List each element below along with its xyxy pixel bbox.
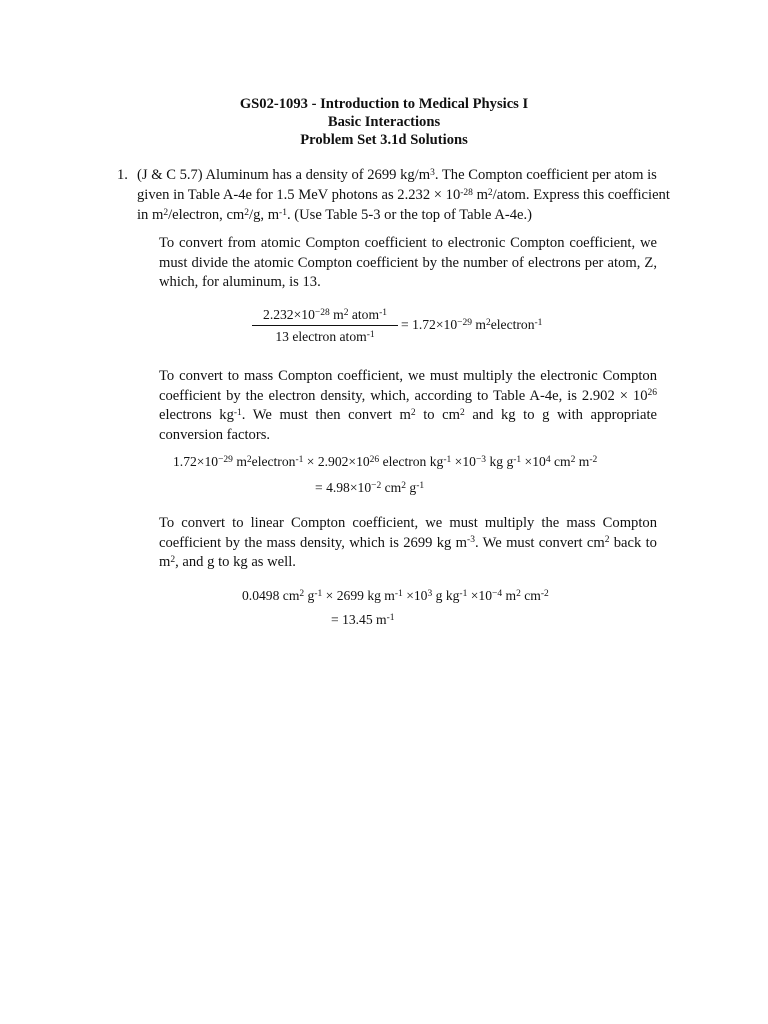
superscript: 2 bbox=[516, 588, 521, 599]
eq-term: ×10 bbox=[521, 454, 546, 469]
eq-term: m bbox=[232, 454, 247, 469]
superscript: 2 bbox=[163, 207, 169, 218]
superscript: 2 bbox=[570, 454, 576, 465]
superscript: -1 bbox=[513, 454, 522, 465]
eq-term: cm bbox=[550, 454, 571, 469]
eq-term: electron bbox=[490, 317, 535, 332]
eq-term: kg g bbox=[486, 454, 514, 469]
problem-text-part: /electron, cm bbox=[168, 207, 245, 223]
superscript: −3 bbox=[475, 454, 487, 465]
eq-term: ×10 bbox=[402, 588, 428, 603]
eq-term: m bbox=[575, 454, 590, 469]
problem-text-part: /atom. Express this coefficient in m bbox=[137, 187, 670, 223]
superscript: 3 bbox=[427, 588, 433, 599]
eq-term: × 2699 kg m bbox=[322, 588, 395, 603]
superscript: −4 bbox=[492, 588, 503, 599]
eq-term: ×10 bbox=[467, 588, 493, 603]
problem-number: 1. bbox=[117, 167, 128, 183]
superscript: -1 bbox=[443, 454, 452, 465]
eq-term: 2.232×10 bbox=[263, 307, 315, 322]
superscript: 2 bbox=[459, 407, 465, 418]
problem-text-part: m bbox=[472, 187, 488, 203]
problem-text-part: . The Compton coefficient per atom is given in Table A-4e for 1.5 MeV photons as 2.232 × 10 bbox=[137, 167, 657, 203]
superscript: −2 bbox=[371, 480, 382, 491]
fraction-denominator bbox=[252, 326, 398, 345]
eq-term: 13 electron atom bbox=[275, 329, 367, 344]
superscript: 3 bbox=[430, 167, 435, 178]
superscript: -1 bbox=[459, 588, 468, 599]
equation-linear-result bbox=[331, 612, 395, 628]
superscript: 26 bbox=[369, 454, 380, 465]
problem-text-part: . (Use Table 5-3 or the top of Table A-4e.) bbox=[286, 207, 533, 223]
eq-term: g bbox=[406, 480, 417, 495]
superscript: 2 bbox=[170, 554, 176, 565]
eq-term: ×10 bbox=[451, 454, 476, 469]
eq-term: = 4.98×10 bbox=[315, 480, 372, 495]
superscript: 2 bbox=[246, 454, 252, 465]
eq-term: m bbox=[502, 588, 517, 603]
course-title: GS02-1093 - Introduction to Medical Physics I bbox=[239, 96, 529, 112]
eq-term: g kg bbox=[432, 588, 460, 603]
problem-statement bbox=[137, 165, 677, 225]
superscript: 26 bbox=[647, 388, 657, 399]
superscript: 2 bbox=[244, 207, 250, 218]
superscript: -3 bbox=[467, 535, 475, 546]
document-header bbox=[0, 95, 768, 149]
para-text-part: . We must then convert m bbox=[241, 407, 411, 423]
superscript: -1 bbox=[295, 454, 304, 465]
para-text-part: . We must convert cm bbox=[474, 534, 605, 551]
superscript: 2 bbox=[487, 187, 493, 198]
superscript: -1 bbox=[534, 317, 543, 328]
problem-set-title: Problem Set 3.1d Solutions bbox=[300, 132, 468, 148]
para-text-part: electrons kg bbox=[159, 407, 234, 423]
para-text-part: to cm bbox=[415, 407, 460, 423]
superscript: 2 bbox=[343, 307, 349, 318]
eq-term: 0.0498 cm bbox=[242, 588, 300, 603]
eq-term: cm bbox=[381, 480, 402, 495]
superscript: -1 bbox=[379, 307, 387, 318]
solution-paragraph-electronic: To convert from atomic Compton coefficient to electronic Compton coefficient, we must divide the atomic Compton coefficient by the number of electrons per atom, Z, which, for aluminum, is 13. bbox=[159, 235, 657, 290]
fraction-numerator bbox=[252, 307, 398, 326]
equation-mass-conversion bbox=[173, 454, 597, 470]
eq-term: m bbox=[471, 317, 486, 332]
equation-mass-result bbox=[315, 480, 424, 496]
superscript: -1 bbox=[394, 588, 403, 599]
eq-term: electron kg bbox=[379, 454, 444, 469]
topic-title: Basic Interactions bbox=[327, 114, 441, 130]
superscript: −29 bbox=[457, 317, 472, 328]
eq-term: 1.72×10 bbox=[173, 454, 219, 469]
para-text-part: and kg to g with appropriate conversion factors. bbox=[159, 407, 657, 443]
problem-text-part: (J & C 5.7) Aluminum has a density of 2699 kg/m bbox=[137, 167, 431, 183]
eq-term: cm bbox=[520, 588, 541, 603]
superscript: -28 bbox=[460, 187, 473, 198]
para-text-part: , and g to kg as well. bbox=[175, 554, 296, 570]
eq-term: g bbox=[304, 588, 315, 603]
equation-linear-conversion bbox=[242, 588, 549, 604]
solution-paragraph-mass bbox=[159, 367, 657, 445]
superscript: 2 bbox=[485, 317, 491, 328]
superscript: -1 bbox=[233, 407, 242, 418]
superscript: 2 bbox=[401, 480, 406, 491]
para-text-part: back to m bbox=[159, 534, 657, 570]
para-text-part: To convert to linear Compton coefficient, we must multiply the mass Compton coefficient by the mass density, which is 2699 kg m bbox=[159, 515, 657, 551]
eq-term: × 2.902×10 bbox=[303, 454, 370, 469]
superscript: −29 bbox=[218, 454, 233, 465]
superscript: 2 bbox=[604, 535, 610, 546]
equation-electronic-fraction bbox=[252, 307, 398, 345]
superscript: 2 bbox=[410, 407, 416, 418]
superscript: −28 bbox=[314, 307, 330, 318]
superscript: 4 bbox=[545, 454, 551, 465]
para-text-part: To convert to mass Compton coefficient, we must multiply the electronic Compton coefficient by the electron density, which, according to Table A-4e, is 2.902 × 10 bbox=[159, 368, 657, 404]
solution-paragraph-linear bbox=[159, 514, 657, 573]
superscript: -1 bbox=[279, 207, 287, 218]
superscript: -1 bbox=[314, 588, 323, 599]
superscript: -1 bbox=[416, 480, 425, 491]
superscript: -1 bbox=[366, 329, 375, 340]
eq-term: atom bbox=[348, 307, 380, 322]
superscript: -1 bbox=[386, 612, 395, 623]
superscript: -2 bbox=[540, 588, 549, 599]
eq-term: m bbox=[329, 307, 344, 322]
problem-text-part: /g, m bbox=[249, 207, 280, 223]
eq-term: = 13.45 m bbox=[331, 612, 387, 627]
equation-electronic-result bbox=[401, 317, 542, 333]
superscript: -2 bbox=[589, 454, 598, 465]
eq-term: electron bbox=[251, 454, 296, 469]
eq-term: = 1.72×10 bbox=[401, 317, 458, 332]
superscript: 2 bbox=[299, 588, 305, 599]
